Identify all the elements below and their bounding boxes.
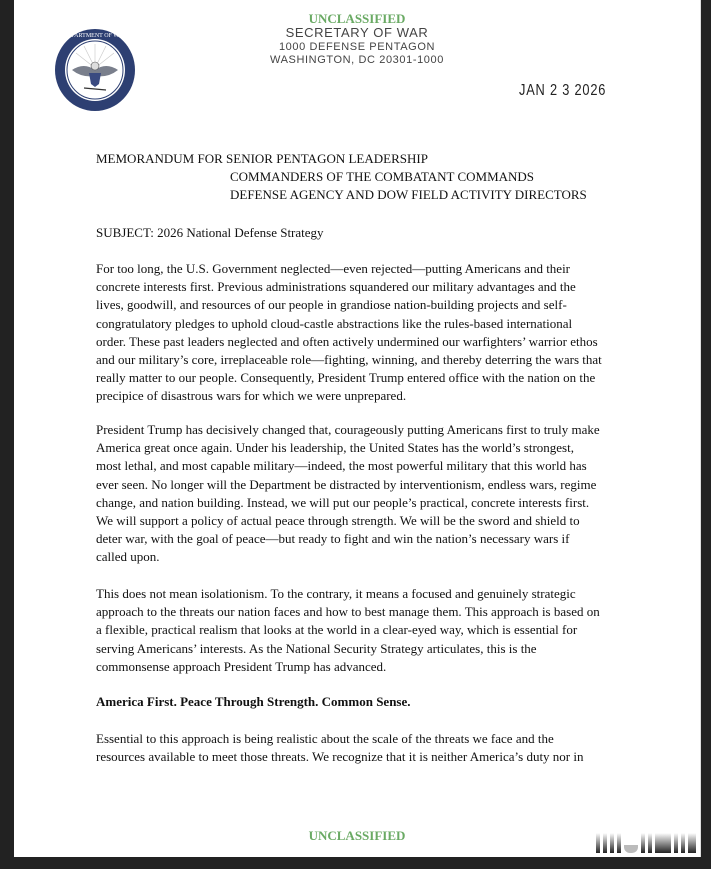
- memo-page: [14, 0, 701, 857]
- line: approach to the threats our nation faces and how to best manage them. This approach is based on: [96, 604, 600, 620]
- line: change, and nation building. Instead, we will put our people’s practical, concrete interests first.: [96, 494, 590, 510]
- line: lives, goodwill, and resources of our people in grandiose nation-building projects and self-: [96, 297, 567, 313]
- classification-marking-top: UNCLASSIFIED: [308, 11, 406, 26]
- line: America great once again. Under his leadership, the United States has the world’s strongest,: [96, 440, 574, 456]
- line: serving Americans’ interests. As the National Security Strategy articulates, this is the: [96, 640, 537, 656]
- line: really matter to our people. Consequently, President Trump entered office with the nation on the: [96, 370, 596, 386]
- memo-to-line-1: MEMORANDUM FOR SENIOR PENTAGON LEADERSHIP: [96, 151, 428, 166]
- line: deter war, with the goal of peace—but ready to fight and win the nation’s necessary wars if: [96, 531, 570, 547]
- line: We will support a policy of actual peace through strength. We will be the sword and shield to: [96, 513, 580, 529]
- section-heading: America First. Peace Through Strength. Common Sense.: [96, 694, 411, 709]
- paragraph-2: [96, 421, 600, 567]
- line: order. These past leaders neglected and often actively undermined our warfighters’ warrior ethos: [96, 333, 598, 349]
- paragraph-4: [96, 730, 584, 766]
- line: resources available to meet those threats. We recognize that it is neither America’s duty nor in: [96, 749, 584, 765]
- watermark: [596, 833, 696, 853]
- address-line-1: 1000 DEFENSE PENTAGON: [278, 41, 436, 53]
- line: concrete interests first. Previous administrations squandered our military advantages and the: [96, 279, 576, 295]
- memo-to-line-3: DEFENSE AGENCY AND DOW FIELD ACTIVITY DIRECTORS: [230, 187, 587, 202]
- address-line-2: WASHINGTON, DC 20301-1000: [270, 54, 444, 66]
- memo-to-line-2: COMMANDERS OF THE COMBATANT COMMANDS: [230, 169, 535, 184]
- line: precipice of disastrous wars for which we were unprepared.: [96, 388, 407, 404]
- office-title: SECRETARY OF WAR: [285, 25, 429, 40]
- paragraph-1: [96, 260, 602, 406]
- line: congratulatory pledges to uphold cloud-castle abstractions like the rules-based international: [96, 315, 573, 331]
- line: called upon.: [96, 549, 160, 565]
- line: commonsense approach President Trump has advanced.: [96, 658, 387, 674]
- line: most lethal, and most capable military—indeed, the most powerful military that this world has: [96, 458, 587, 474]
- memo-date: JAN 2 3 2026: [519, 82, 607, 99]
- line: ever seen. No longer will the Department be distracted by interventionism, endless wars, regime: [96, 476, 597, 492]
- line: Essential to this approach is being realistic about the scale of the threats we face and the: [96, 731, 554, 746]
- svg-text:DEPARTMENT OF WAR: DEPARTMENT OF WAR: [63, 33, 127, 39]
- line: a flexible, practical realism that looks at the world in a clear-eyed way, which is essential for: [96, 622, 578, 638]
- line: President Trump has decisively changed that, courageously putting Americans first to truly make: [96, 422, 600, 437]
- memo-subject: SUBJECT: 2026 National Defense Strategy: [96, 225, 324, 240]
- paragraph-3: [96, 585, 600, 676]
- line: For too long, the U.S. Government neglected—even rejected—putting Americans and their: [96, 261, 571, 276]
- line: This does not mean isolationism. To the contrary, it means a focused and genuinely strategic: [96, 586, 576, 601]
- line: and our military’s core, irreplaceable role—fighting, winning, and thereby deterring the wars that: [96, 352, 602, 368]
- classification-marking-bottom: UNCLASSIFIED: [308, 828, 406, 843]
